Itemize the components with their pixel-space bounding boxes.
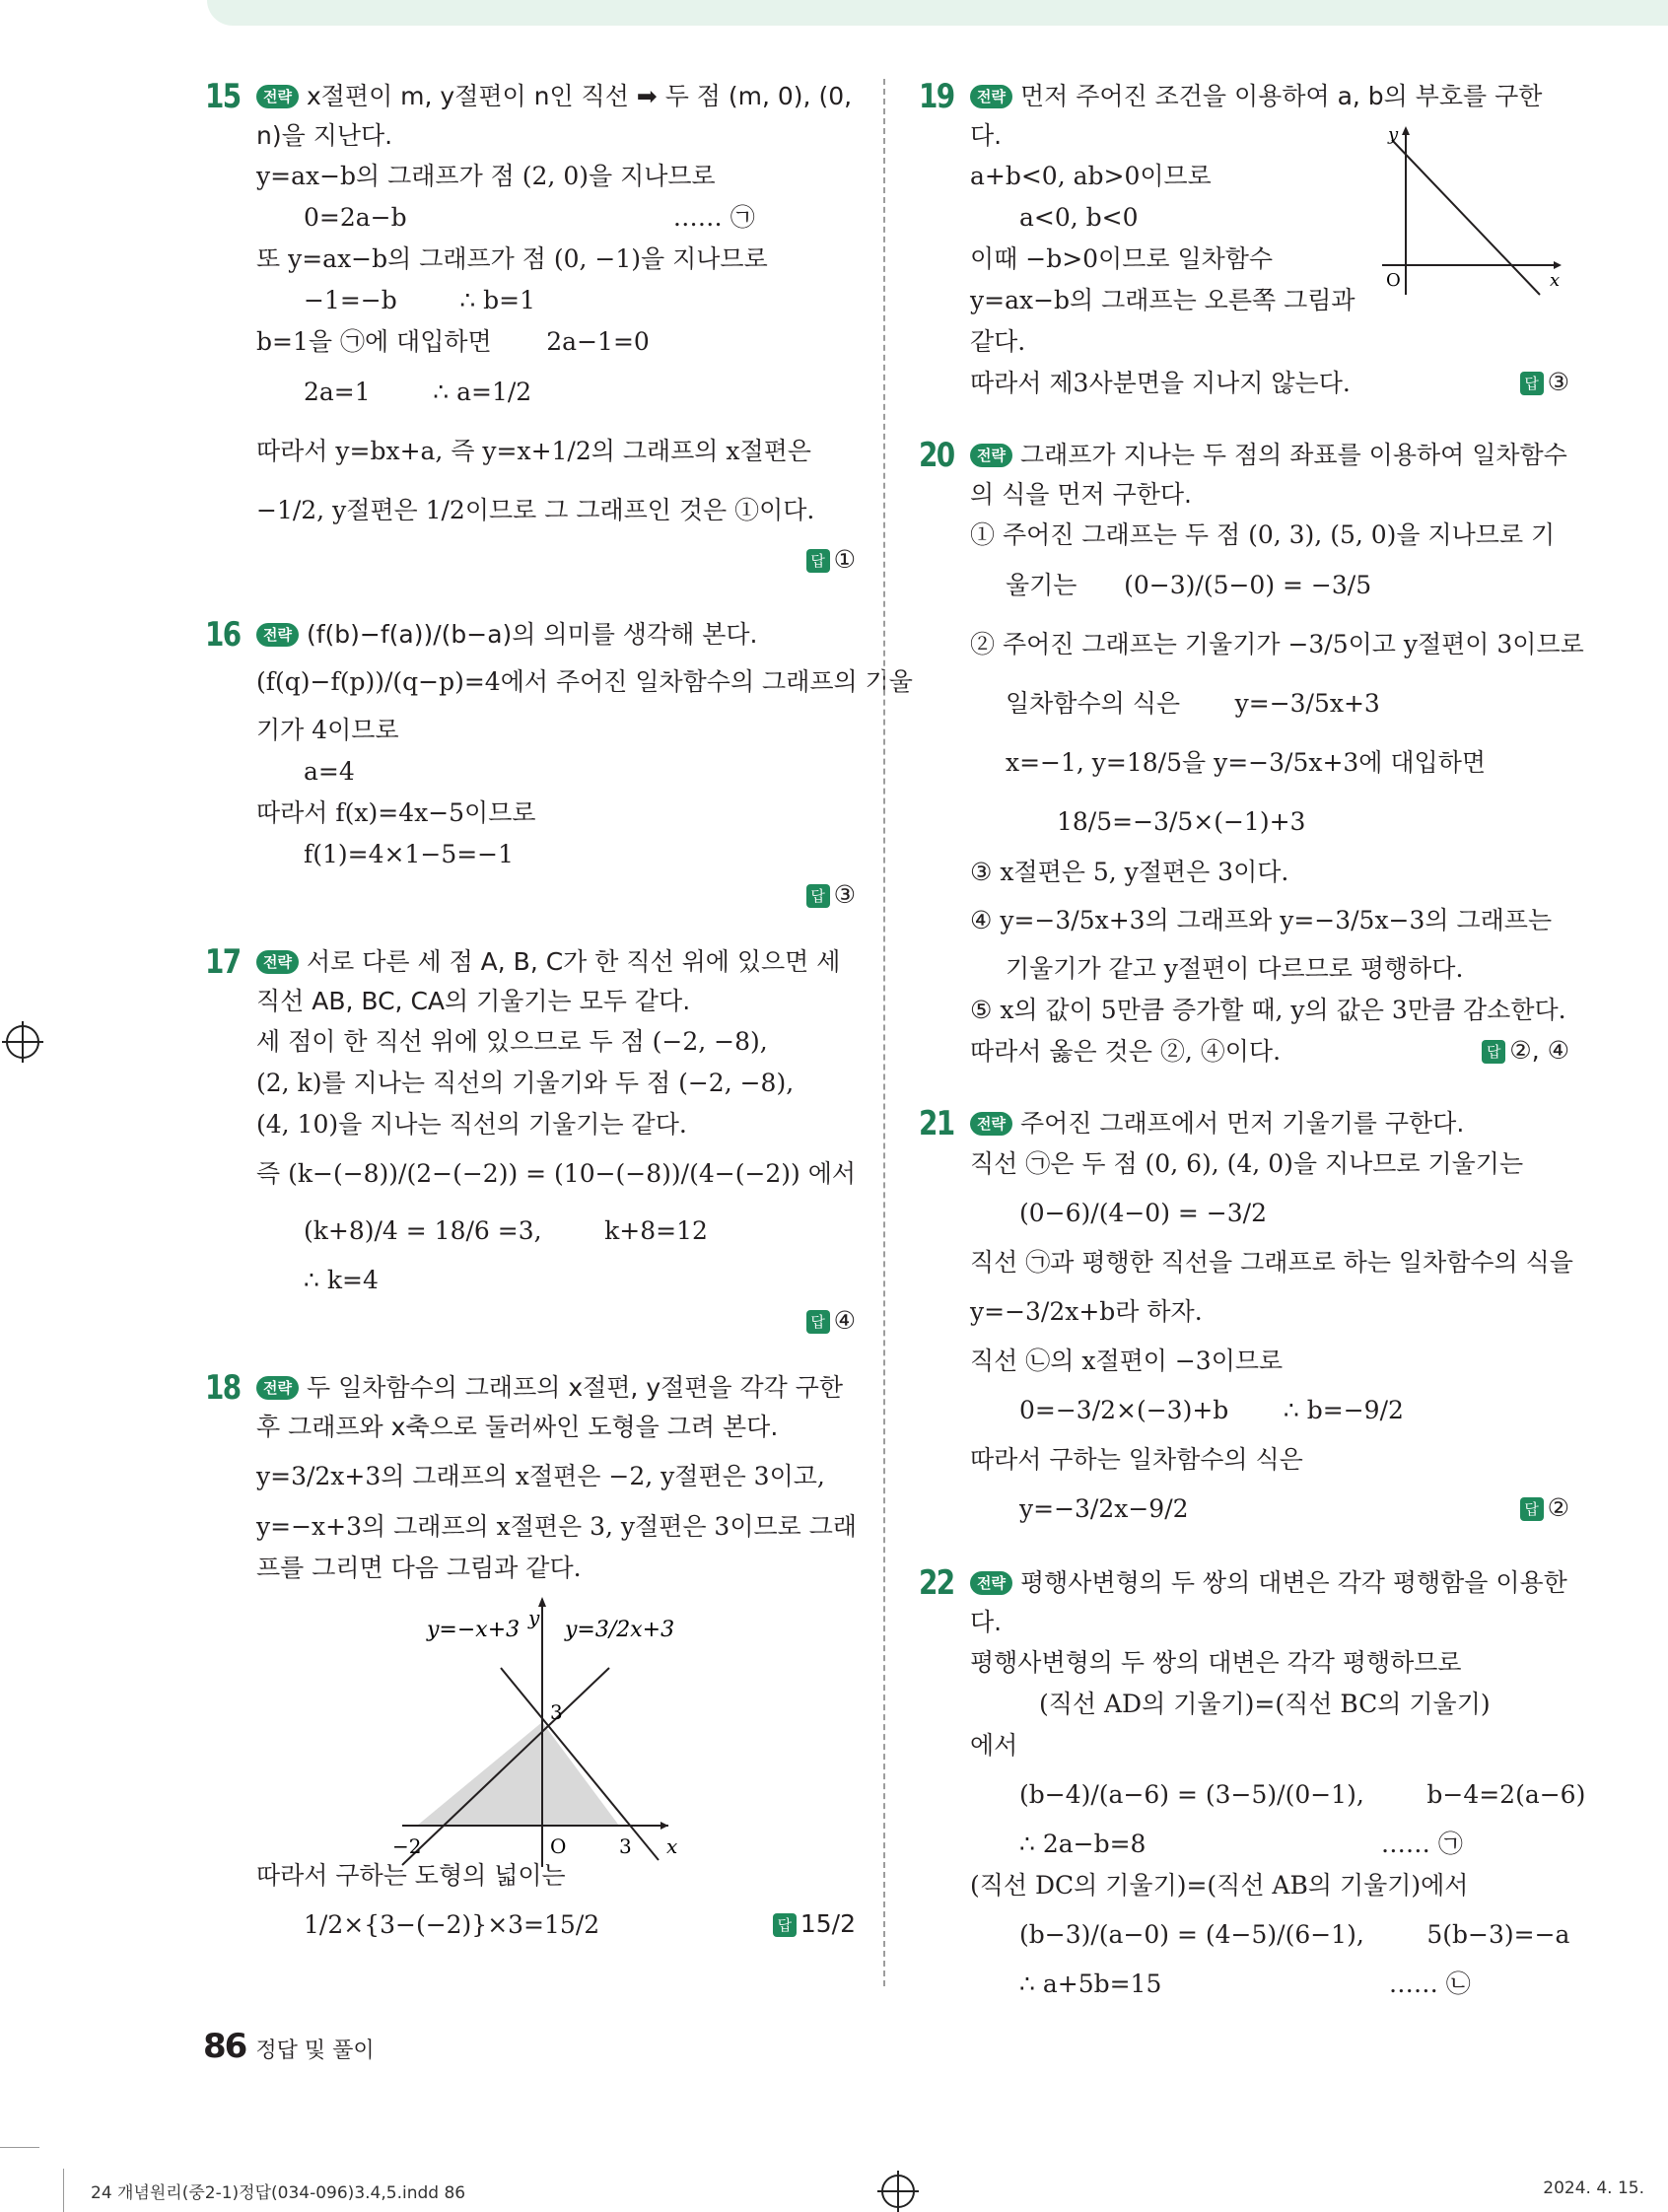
- page-number: 86: [203, 2027, 246, 2066]
- label-origin: O: [550, 1834, 567, 1858]
- registration-mark-icon: [881, 2175, 915, 2208]
- solution-line: 프를 그리면 다음 그림과 같다.: [256, 1554, 582, 1582]
- solution-line: y=−x+3의 그래프의 x절편은 3, y절편은 3이므로 그래: [256, 1512, 858, 1541]
- answer: [205, 540, 856, 580]
- answer-value: ②, ④: [1509, 1036, 1569, 1065]
- problem-19: [919, 77, 1569, 404]
- strategy-text: 평행사변형의 두 쌍의 대변은 각각 평행함을 이용한다.: [970, 1568, 1567, 1636]
- problem-number: 16: [205, 615, 241, 655]
- problem-number: 18: [205, 1368, 241, 1408]
- solution-line: (직선 AD의 기울기)=(직선 BC의 기울기): [1039, 1690, 1491, 1718]
- y-axis-arrow: [1402, 126, 1410, 135]
- strategy-text: x절편이 m, y절편이 n인 직선 ➡ 두 점 (m, 0), (0, n)을 지난다.: [256, 82, 853, 150]
- solution-line: 즉 (k−(−8))/(2−(−2)) = (10−(−8))/(4−(−2)) 에서: [256, 1159, 857, 1188]
- solution-line: (k+8)/4 = 18/6 =3, k+8=12: [304, 1216, 708, 1245]
- solution-line: a=4: [304, 757, 355, 786]
- problem-18: [205, 1368, 856, 1954]
- label-x-axis: x: [1550, 270, 1561, 291]
- answer: [773, 1904, 856, 1944]
- problem-17: [205, 942, 856, 1341]
- label-line2: y=3/2x+3: [565, 1618, 675, 1642]
- problem-16: [205, 615, 913, 915]
- problem-number: 21: [919, 1104, 954, 1143]
- solution-line: ① 주어진 그래프는 두 점 (0, 3), (5, 0)을 지나므로 기: [970, 520, 1556, 549]
- problem-number: 22: [919, 1563, 954, 1603]
- solution-line: 따라서 제3사분면을 지나지 않는다.: [970, 369, 1351, 397]
- line-y-3-2x-plus-3: [402, 1668, 609, 1865]
- solution-line: 0=2a−b …… ㉠: [304, 203, 755, 232]
- answer: [205, 875, 856, 915]
- label-x-axis: x: [666, 1834, 678, 1858]
- answer-label: 답: [1520, 1497, 1544, 1521]
- problem-15: [205, 77, 856, 580]
- strategy-text: 주어진 그래프에서 먼저 기울기를 구한다.: [1019, 1109, 1465, 1138]
- label-x-3: 3: [619, 1834, 632, 1858]
- answer-value: ③: [833, 880, 856, 909]
- answer-value: 15/2: [799, 1909, 856, 1938]
- solution-line: ∴ 2a−b=8 …… ㉠: [1019, 1830, 1463, 1858]
- solution-line: 따라서 y=bx+a, 즉 y=x+1/2의 그래프의 x절편은: [256, 437, 811, 465]
- solution-line: (b−3)/(a−0) = (4−5)/(6−1), 5(b−3)=−a: [1019, 1920, 1570, 1949]
- problem-number: 20: [919, 436, 954, 475]
- strategy-badge: 전략: [970, 1571, 1012, 1595]
- x-axis-arrow: [1554, 261, 1562, 269]
- solution-line: 직선 ㉠은 두 점 (0, 6), (4, 0)을 지나므로 기울기는: [970, 1149, 1524, 1178]
- slug-file: 24 개념원리(중2-1)정답(034-096)3.4,5.indd 86: [91, 2183, 466, 2203]
- solution-line: −1/2, y절편은 1/2이므로 그 그래프인 것은 ①이다.: [256, 496, 815, 524]
- solution-line: ③ x절편은 5, y절편은 3이다.: [970, 858, 1289, 886]
- answer-value: ④: [833, 1306, 856, 1335]
- solution-line: y=ax−b의 그래프는 오른쪽 그림과: [970, 286, 1355, 314]
- answer-value: ②: [1547, 1493, 1569, 1522]
- slug-date: 2024. 4. 15.: [1543, 2178, 1644, 2198]
- right-column: [919, 77, 1586, 2031]
- crop-line: [63, 2169, 64, 2212]
- solution-line: (b−4)/(a−6) = (3−5)/(0−1), b−4=2(a−6): [1019, 1780, 1586, 1809]
- solution-line: 따라서 옳은 것은 ②, ④이다.: [970, 1037, 1282, 1066]
- answer: [205, 1301, 856, 1341]
- solution-line: 기가 4이므로: [256, 716, 399, 744]
- answer: [1520, 1488, 1569, 1528]
- page-label: 정답 및 풀이: [255, 2039, 375, 2063]
- solution-line: 따라서 구하는 일차함수의 식은: [970, 1445, 1303, 1474]
- answer-label: 답: [1482, 1040, 1505, 1064]
- solution-line: f(1)=4×1−5=−1: [304, 840, 515, 868]
- strategy-badge: 전략: [256, 950, 299, 974]
- top-color-band: [207, 0, 1668, 26]
- answer: [1482, 1031, 1569, 1071]
- solution-line: 평행사변형의 두 쌍의 대변은 각각 평행하므로: [970, 1648, 1462, 1677]
- solution-line: 기울기가 같고 y절편이 다르므로 평행하다.: [1006, 954, 1464, 983]
- solution-line: 따라서 f(x)=4x−5이므로: [256, 798, 536, 827]
- solution-line: 2a=1 ∴ a=1/2: [304, 378, 532, 406]
- label-y-axis: y: [528, 1606, 540, 1629]
- solution-line: ⑤ x의 값이 5만큼 증가할 때, y의 값은 3만큼 감소한다.: [970, 996, 1566, 1024]
- solution-line: (2, k)를 지나는 직선의 기울기와 두 점 (−2, −8),: [256, 1069, 795, 1097]
- strategy-badge: 전략: [256, 1376, 299, 1400]
- solution-line: 따라서 구하는 도형의 넓이는: [256, 1861, 566, 1890]
- problem-number: 17: [205, 942, 241, 982]
- left-column: [205, 77, 913, 1979]
- graph-line: [1392, 140, 1540, 295]
- solution-line: y=−3/2x+b라 하자.: [970, 1297, 1203, 1326]
- solution-line: 에서: [970, 1731, 1018, 1760]
- sign-graph: [1372, 122, 1569, 300]
- solution-line: 18/5=−3/5×(−1)+3: [1057, 807, 1306, 836]
- strategy-badge: 전략: [256, 85, 299, 108]
- strategy-text: 먼저 주어진 조건을 이용하여 a, b의 부호를 구한다.: [970, 82, 1543, 150]
- page-footer: [203, 2027, 375, 2066]
- strategy-badge: 전략: [970, 444, 1012, 467]
- solution-line: 일차함수의 식은 y=−3/5x+3: [1006, 689, 1380, 718]
- intercept-graph: [205, 1589, 856, 1858]
- strategy-badge: 전략: [970, 85, 1012, 108]
- solution-line: (직선 DC의 기울기)=(직선 AB의 기울기)에서: [970, 1871, 1469, 1900]
- solution-line: b=1을 ㉠에 대입하면 2a−1=0: [256, 327, 650, 356]
- solution-line: 세 점이 한 직선 위에 있으므로 두 점 (−2, −8),: [256, 1027, 768, 1056]
- label-y-intercept: 3: [550, 1700, 563, 1724]
- solution-line: 이때 −b>0이므로 일차함수: [970, 244, 1274, 273]
- solution-line: a<0, b<0: [1019, 203, 1139, 232]
- strategy-text: 서로 다른 세 점 A, B, C가 한 직선 위에 있으면 세 직선 AB, BC, CA의 기울기는 모두 같다.: [256, 947, 841, 1015]
- solution-line: (0−6)/(4−0) = −3/2: [1019, 1199, 1267, 1227]
- solution-line: −1=−b ∴ b=1: [304, 286, 536, 314]
- solution-line: (4, 10)을 지나는 직선의 기울기는 같다.: [256, 1110, 687, 1139]
- column-divider: [883, 79, 885, 1986]
- solution-line: y=ax−b의 그래프가 점 (2, 0)을 지나므로: [256, 162, 716, 190]
- answer: [1520, 363, 1569, 402]
- problem-22: [919, 1563, 1586, 2005]
- solution-line: 1/2×{3−(−2)}×3=15/2: [304, 1910, 600, 1939]
- solution-line: 직선 ㉡의 x절편이 −3이므로: [970, 1347, 1284, 1375]
- answer-value: ①: [833, 545, 856, 574]
- strategy-badge: 전략: [256, 623, 299, 647]
- solution-line: ④ y=−3/5x+3의 그래프와 y=−3/5x−3의 그래프는: [970, 906, 1553, 934]
- problem-21: [919, 1104, 1573, 1538]
- strategy-text: 그래프가 지나는 두 점의 좌표를 이용하여 일차함수의 식을 먼저 구한다.: [970, 441, 1567, 509]
- solution-line: 또 y=ax−b의 그래프가 점 (0, −1)을 지나므로: [256, 244, 768, 273]
- solution-line: y=3/2x+3의 그래프의 x절편은 −2, y절편은 3이고,: [256, 1462, 825, 1490]
- answer-value: ③: [1547, 368, 1569, 396]
- label-origin: O: [1386, 270, 1401, 291]
- strategy-text: 두 일차함수의 그래프의 x절편, y절편을 각각 구한 후 그래프와 x축으로 둘러싸인 도형을 그려 본다.: [256, 1373, 844, 1441]
- solution-line: (f(q)−f(p))/(q−p)=4에서 주어진 일차함수의 그래프의 기울: [256, 667, 913, 696]
- solution-line: y=−3/2x−9/2: [1019, 1494, 1189, 1523]
- strategy-text: (f(b)−f(a))/(b−a)의 의미를 생각해 본다.: [306, 620, 758, 649]
- solution-line: 직선 ㉠과 평행한 직선을 그래프로 하는 일차함수의 식을: [970, 1248, 1573, 1277]
- strategy-badge: 전략: [970, 1112, 1012, 1136]
- solution-line: 같다.: [970, 327, 1026, 356]
- answer-label: 답: [806, 1310, 830, 1334]
- problem-number: 15: [205, 77, 241, 116]
- x-axis-arrow: [660, 1822, 668, 1830]
- label-x-minus-2: −2: [392, 1834, 422, 1858]
- label-line1: y=−x+3: [427, 1618, 521, 1642]
- solution-line: ∴ k=4: [304, 1266, 379, 1294]
- solution-line: x=−1, y=18/5을 y=−3/5x+3에 대입하면: [1006, 748, 1487, 777]
- solution-line: ② 주어진 그래프는 기울기가 −3/5이고 y절편이 3이므로: [970, 630, 1584, 658]
- answer-label: 답: [1520, 372, 1544, 395]
- solution-line: 0=−3/2×(−3)+b ∴ b=−9/2: [1019, 1396, 1404, 1424]
- crop-line: [0, 2147, 39, 2148]
- solution-line: a+b<0, ab>0이므로: [970, 162, 1212, 190]
- answer-label: 답: [773, 1913, 797, 1937]
- answer-label: 답: [806, 549, 830, 573]
- answer-label: 답: [806, 884, 830, 908]
- solution-line: 울기는 (0−3)/(5−0) = −3/5: [1006, 571, 1372, 599]
- registration-mark-icon: [6, 1025, 39, 1059]
- label-y-axis: y: [1388, 124, 1399, 145]
- problem-number: 19: [919, 77, 954, 116]
- solution-line: ∴ a+5b=15 …… ㉡: [1019, 1970, 1471, 1998]
- problem-20: [919, 436, 1584, 1072]
